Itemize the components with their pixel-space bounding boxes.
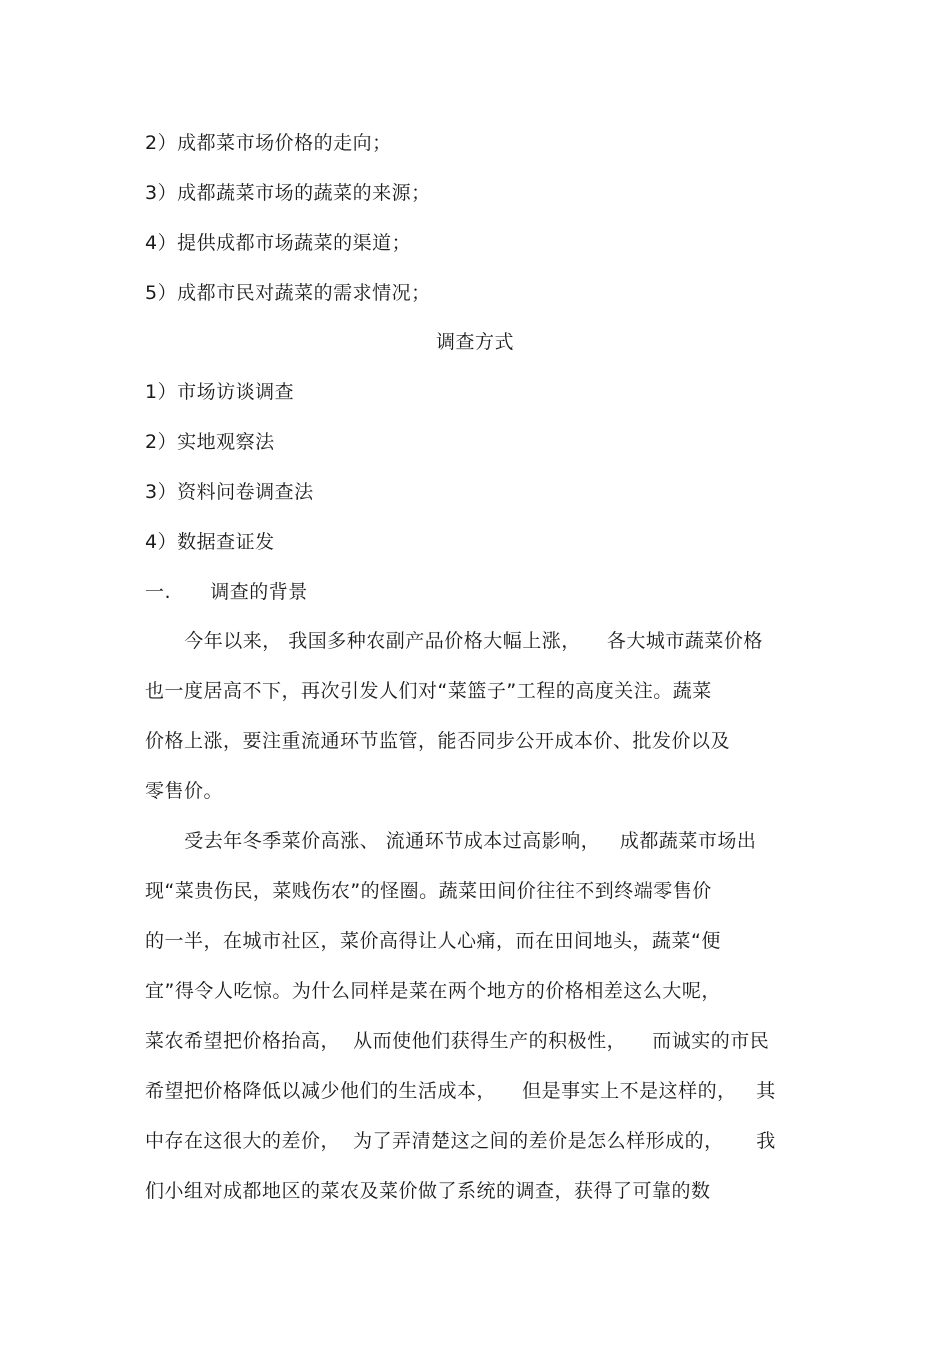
paragraph-line: 零售价。 — [145, 780, 224, 802]
paragraph-line: 菜农希望把价格抬高， 从而使他们获得生产的积极性， 而诚实的市民 — [145, 1030, 770, 1052]
method-item: 1）市场访谈调查 — [145, 381, 295, 403]
methods-heading: 调查方式 — [435, 331, 514, 353]
paragraph-line: 价格上涨，要注重流通环节监管，能否同步公开成本价、批发价以及 — [145, 730, 731, 752]
paragraph-line: 现“菜贵伤民，菜贱伤农”的怪圈。蔬菜田间价往往不到终端零售价 — [145, 880, 712, 902]
method-item: 3）资料问卷调查法 — [145, 481, 314, 503]
objective-item: 4）提供成都市场蔬菜的渠道； — [145, 232, 412, 254]
objective-item: 3）成都蔬菜市场的蔬菜的来源； — [145, 182, 431, 204]
paragraph-line: 希望把价格降低以减少他们的生活成本， 但是事实上不是这样的， 其 — [145, 1080, 776, 1102]
objective-item: 2）成都菜市场价格的走向； — [145, 132, 392, 154]
paragraph-line: 的一半，在城市社区，菜价高得让人心痛，而在田间地头，蔬菜“便 — [145, 930, 721, 952]
paragraph-line: 中存在这很大的差价， 为了弄清楚这之间的差价是怎么样形成的， 我 — [145, 1130, 776, 1152]
paragraph-line: 也一度居高不下，再次引发人们对“菜篮子”工程的高度关注。蔬菜 — [145, 680, 712, 702]
section-heading: 一. 调查的背景 — [145, 581, 308, 603]
method-item: 4）数据查证发 — [145, 531, 275, 553]
objective-item: 5）成都市民对蔬菜的需求情况； — [145, 282, 431, 304]
method-item: 2）实地观察法 — [145, 431, 275, 453]
paragraph-line: 宜”得令人吃惊。为什么同样是菜在两个地方的价格相差这么大呢， — [145, 980, 721, 1002]
paragraph-line: 今年以来， 我国多种农副产品价格大幅上涨， 各大城市蔬菜价格 — [145, 630, 763, 652]
paragraph-line: 们小组对成都地区的菜农及菜价做了系统的调查，获得了可靠的数 — [145, 1180, 711, 1202]
paragraph-line: 受去年冬季菜价高涨、 流通环节成本过高影响， 成都蔬菜市场出 — [145, 830, 757, 852]
